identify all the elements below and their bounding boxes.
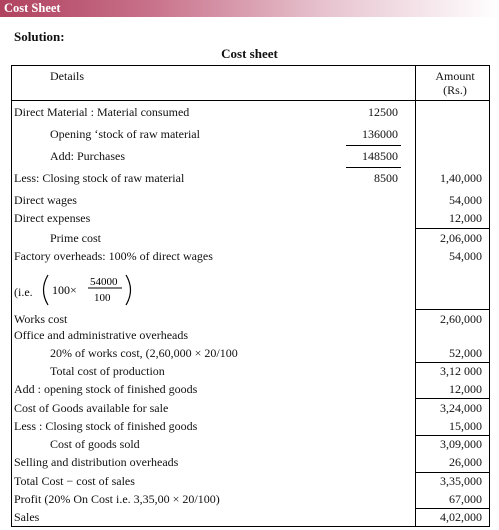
formula-numerator: 54000 — [90, 276, 118, 288]
formula-prefix: (i.e. — [14, 285, 33, 299]
header-amount — [420, 69, 490, 97]
table-row — [0, 508, 499, 526]
row-amount: 26,000 — [449, 455, 482, 469]
row-label: Add: Purchases — [50, 149, 125, 163]
row-label: Direct Material : Material consumed — [14, 105, 190, 119]
table-row — [0, 209, 499, 227]
table-row — [0, 435, 499, 453]
row-label: Cost of goods sold — [50, 437, 140, 451]
table-row — [0, 417, 499, 435]
row-label: Less: Closing stock of raw material — [14, 171, 185, 185]
row-amount: 54,000 — [449, 249, 482, 263]
header-amount-unit: (Rs.) — [443, 83, 467, 97]
row-label: Total cost of production — [50, 364, 165, 378]
row-label: Less : Closing stock of finished goods — [14, 419, 198, 433]
row-sub-amount: 148500 — [362, 149, 398, 163]
row-label: Add : opening stock of finished goods — [14, 382, 198, 396]
row-label: Selling and distribution overheads — [14, 455, 179, 469]
row-label: Opening ‘stock of raw material — [50, 127, 200, 141]
row-label: Total Cost − cost of sales — [14, 474, 135, 488]
table-row — [0, 326, 499, 344]
table-row — [0, 399, 499, 417]
table-row — [0, 362, 499, 380]
solution-label: Solution: — [14, 29, 65, 44]
header-details: Details — [50, 69, 84, 83]
table-row — [0, 125, 499, 143]
row-amount: 3,24,000 — [440, 401, 482, 415]
row-label: Profit (20% On Cost i.e. 3,35,00 × 20/100) — [14, 492, 220, 506]
row-amount: 12,000 — [449, 382, 482, 396]
row-amount: 2,60,000 — [440, 312, 482, 326]
row-amount: 3,35,000 — [440, 474, 482, 488]
table-row — [0, 380, 499, 398]
row-amount: 67,000 — [449, 492, 482, 506]
header-amount-title: Amount — [435, 69, 475, 83]
row-label: Works cost — [14, 312, 68, 326]
table-row — [0, 191, 499, 209]
table-row — [0, 453, 499, 471]
title-banner — [0, 0, 499, 17]
table-row — [0, 344, 499, 362]
row-label: Prime cost — [50, 231, 101, 245]
sheet-title: Cost sheet — [221, 46, 278, 61]
row-amount: 54,000 — [449, 193, 482, 207]
row-label: Factory overheads: 100% of direct wages — [14, 249, 213, 263]
row-amount: 1,40,000 — [440, 171, 482, 185]
row-sub-amount: 12500 — [368, 105, 398, 119]
table-row — [0, 472, 499, 490]
row-label: Sales — [14, 510, 40, 524]
table-row — [0, 229, 499, 247]
table-row — [0, 169, 499, 187]
header-divider — [11, 100, 490, 101]
row-label: Direct wages — [14, 193, 77, 207]
row-label: Direct expenses — [14, 211, 91, 225]
formula-denominator: 100 — [94, 292, 111, 304]
table-row — [0, 490, 499, 508]
table-row — [0, 247, 499, 265]
row-amount: 52,000 — [449, 346, 482, 360]
row-sub-amount: 8500 — [374, 171, 398, 185]
row-amount: 15,000 — [449, 419, 482, 433]
formula-lead: 100× — [52, 283, 77, 297]
subtotal-rule — [346, 167, 401, 168]
table-row — [0, 147, 499, 165]
row-amount: 12,000 — [449, 211, 482, 225]
banner-title: Cost Sheet — [4, 1, 61, 15]
row-amount: 2,06,000 — [440, 231, 482, 245]
row-amount: 4,02,000 — [440, 510, 482, 524]
row-label: Cost of Goods available for sale — [14, 401, 169, 415]
row-amount: 3,09,000 — [440, 437, 482, 451]
row-label: 20% of works cost, (2,60,000 × 20/100 — [50, 346, 238, 360]
subtotal-rule — [346, 145, 401, 146]
row-label: Office and administrative overheads — [14, 328, 189, 342]
formula-fraction — [38, 273, 158, 307]
row-sub-amount: 136000 — [362, 127, 398, 141]
table-row — [0, 103, 499, 121]
row-amount: 3,12 000 — [440, 364, 482, 378]
